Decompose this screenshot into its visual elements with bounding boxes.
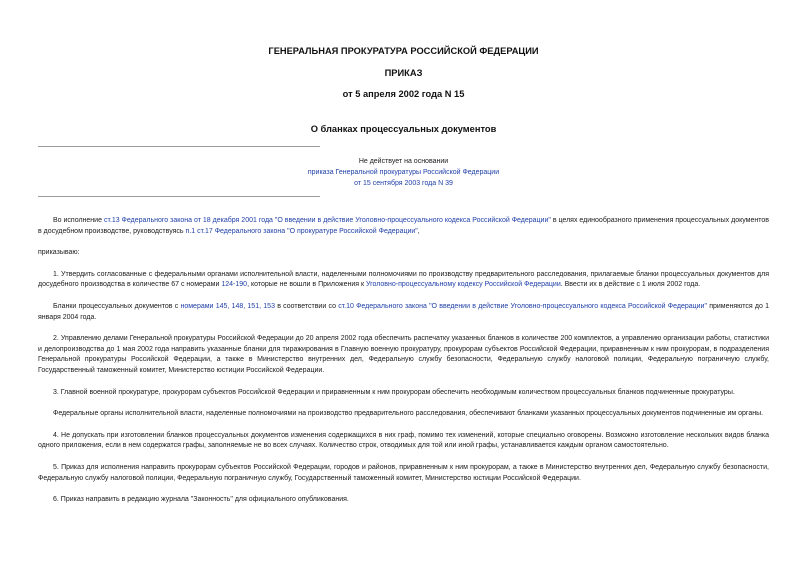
document-body: [38, 216, 769, 506]
divider-top: [38, 146, 320, 147]
item-5-paragraph: 5. Приказ для исполнения направить прокурорам субъектов Российской Федерации, городов и районов, приравненным к ним прокурорам, а также в Министерство внутренних дел, Федеральную службу безопасности, Федеральную службу налоговой полиции, Федеральную пограничную службу, Государственный таможенный комитет, Министерство юстиции Российской Федерации.: [38, 463, 769, 482]
link-forms-124-190[interactable]: 124-190: [221, 281, 248, 289]
doc-type: ПРИКАЗ: [384, 68, 423, 78]
preamble-text-3: ,: [417, 227, 420, 235]
doc-date-number: от 5 апреля 2002 года N 15: [342, 89, 465, 99]
item-1b-text-3: применяются до 1 января 2004 года.: [38, 302, 770, 321]
link-criminal-procedure-code[interactable]: Уголовно-процессуальному кодексу Российской Федерации: [365, 281, 561, 289]
preamble-paragraph: [38, 216, 769, 237]
item-3-paragraph: 3. Главной военной прокуратуре, прокурорам субъектов Российской Федерации и приравненным к ним прокурорам обеспечить необходимым количеством процессуальных бланков подчиненные прокуратуры.: [53, 388, 735, 396]
item-3b-paragraph: Федеральные органы исполнительной власти, наделенные полномочиями на производство предварительного расследования, обеспечивают бланками указанных процессуальных документов подчиненные им органы.: [53, 410, 764, 418]
order-word: приказываю:: [38, 249, 80, 257]
item-1b-text-2: в соответствии со: [274, 302, 339, 310]
item-1-text-1: 1. Утвердить согласованные с федеральными органами исполнительной власти, наделенными полномочиями по производству предварительного расследования, прилагаемые бланки процессуальных документов для досудебного производства в количестве 67 с номерами: [38, 270, 769, 289]
notice-link-order[interactable]: приказа Генеральной прокуратуры Российской Федерации: [307, 169, 500, 176]
item-4-paragraph: 4. Не допускать при изготовлении бланков процессуальных документов изменения содержащихся в них граф, помимо тех изменений, которые специально оговорены. Возможно изготовление нескольких видов бланка одного приложения, если в нем содержатся графы, заполняемые не во всех случаях. Количество строк, отводимых для той или иной графы, устанавливается каждым органом самостоятельно.: [38, 431, 769, 450]
org-name: ГЕНЕРАЛЬНАЯ ПРОКУРАТУРА РОССИЙСКОЙ ФЕДЕРАЦИИ: [268, 46, 539, 56]
notice-line-1: Не действует на основании: [358, 158, 449, 165]
item-1-text-2: , которые не вошли в Приложения к: [247, 281, 366, 289]
link-prosecutor-law[interactable]: п.1 ст.17 Федерального закона "О прокуратуре Российской Федерации": [185, 227, 418, 235]
notice-link-date[interactable]: от 15 сентября 2003 года N 39: [354, 180, 453, 187]
link-forms-145-153[interactable]: номерами 145, 148, 151, 153: [180, 302, 275, 310]
item-1b-paragraph: [38, 302, 769, 323]
doc-title: О бланках процессуальных документов: [310, 124, 497, 134]
item-6-paragraph: 6. Приказ направить в редакцию журнала "Законность" для официального опубликования.: [53, 496, 349, 504]
link-law-article-10[interactable]: ст.10 Федерального закона "О введении в действие Уголовно-процессуального кодекса Российской Федерации": [338, 302, 707, 310]
divider-bottom: [38, 196, 320, 197]
item-2-paragraph: 2. Управлению делами Генеральной прокуратуры Российской Федерации до 20 апреля 2002 года обеспечить распечатку указанных бланков в количестве 200 комплектов, а управлению организации работы, статистики и делопроизводства до 1 мая 2002 года направить указанные бланки для тиражирования в Главную военную прокуратуру, прокурорам субъектов Российской Федерации, приравненным к ним прокурорам, в подразделения Генеральной прокуратуры Российской Федерации, а также в Министерство внутренних дел, Федеральную службу безопасности, Федеральную службу налоговой полиции, Федеральную пограничную службу, Государственный таможенный комитет, Министерство юстиции Российской Федерации.: [38, 335, 769, 374]
status-notice: [0, 156, 807, 189]
item-1b-text-1: Бланки процессуальных документов с: [53, 302, 181, 310]
link-law-article-13[interactable]: ст.13 Федерального закона от 18 декабря 2001 года "О введении в действие Уголовно-процессуального кодекса Российской Федерации": [103, 217, 551, 224]
preamble-text-2: в целях единообразного применения процессуальных документов в досудебном производстве, руководствуясь: [38, 217, 769, 235]
item-1-text-3: . Ввести их в действие с 1 июля 2002 года.: [560, 281, 701, 289]
preamble-text-1: Во исполнение: [53, 217, 104, 224]
item-1-paragraph: [38, 270, 769, 291]
